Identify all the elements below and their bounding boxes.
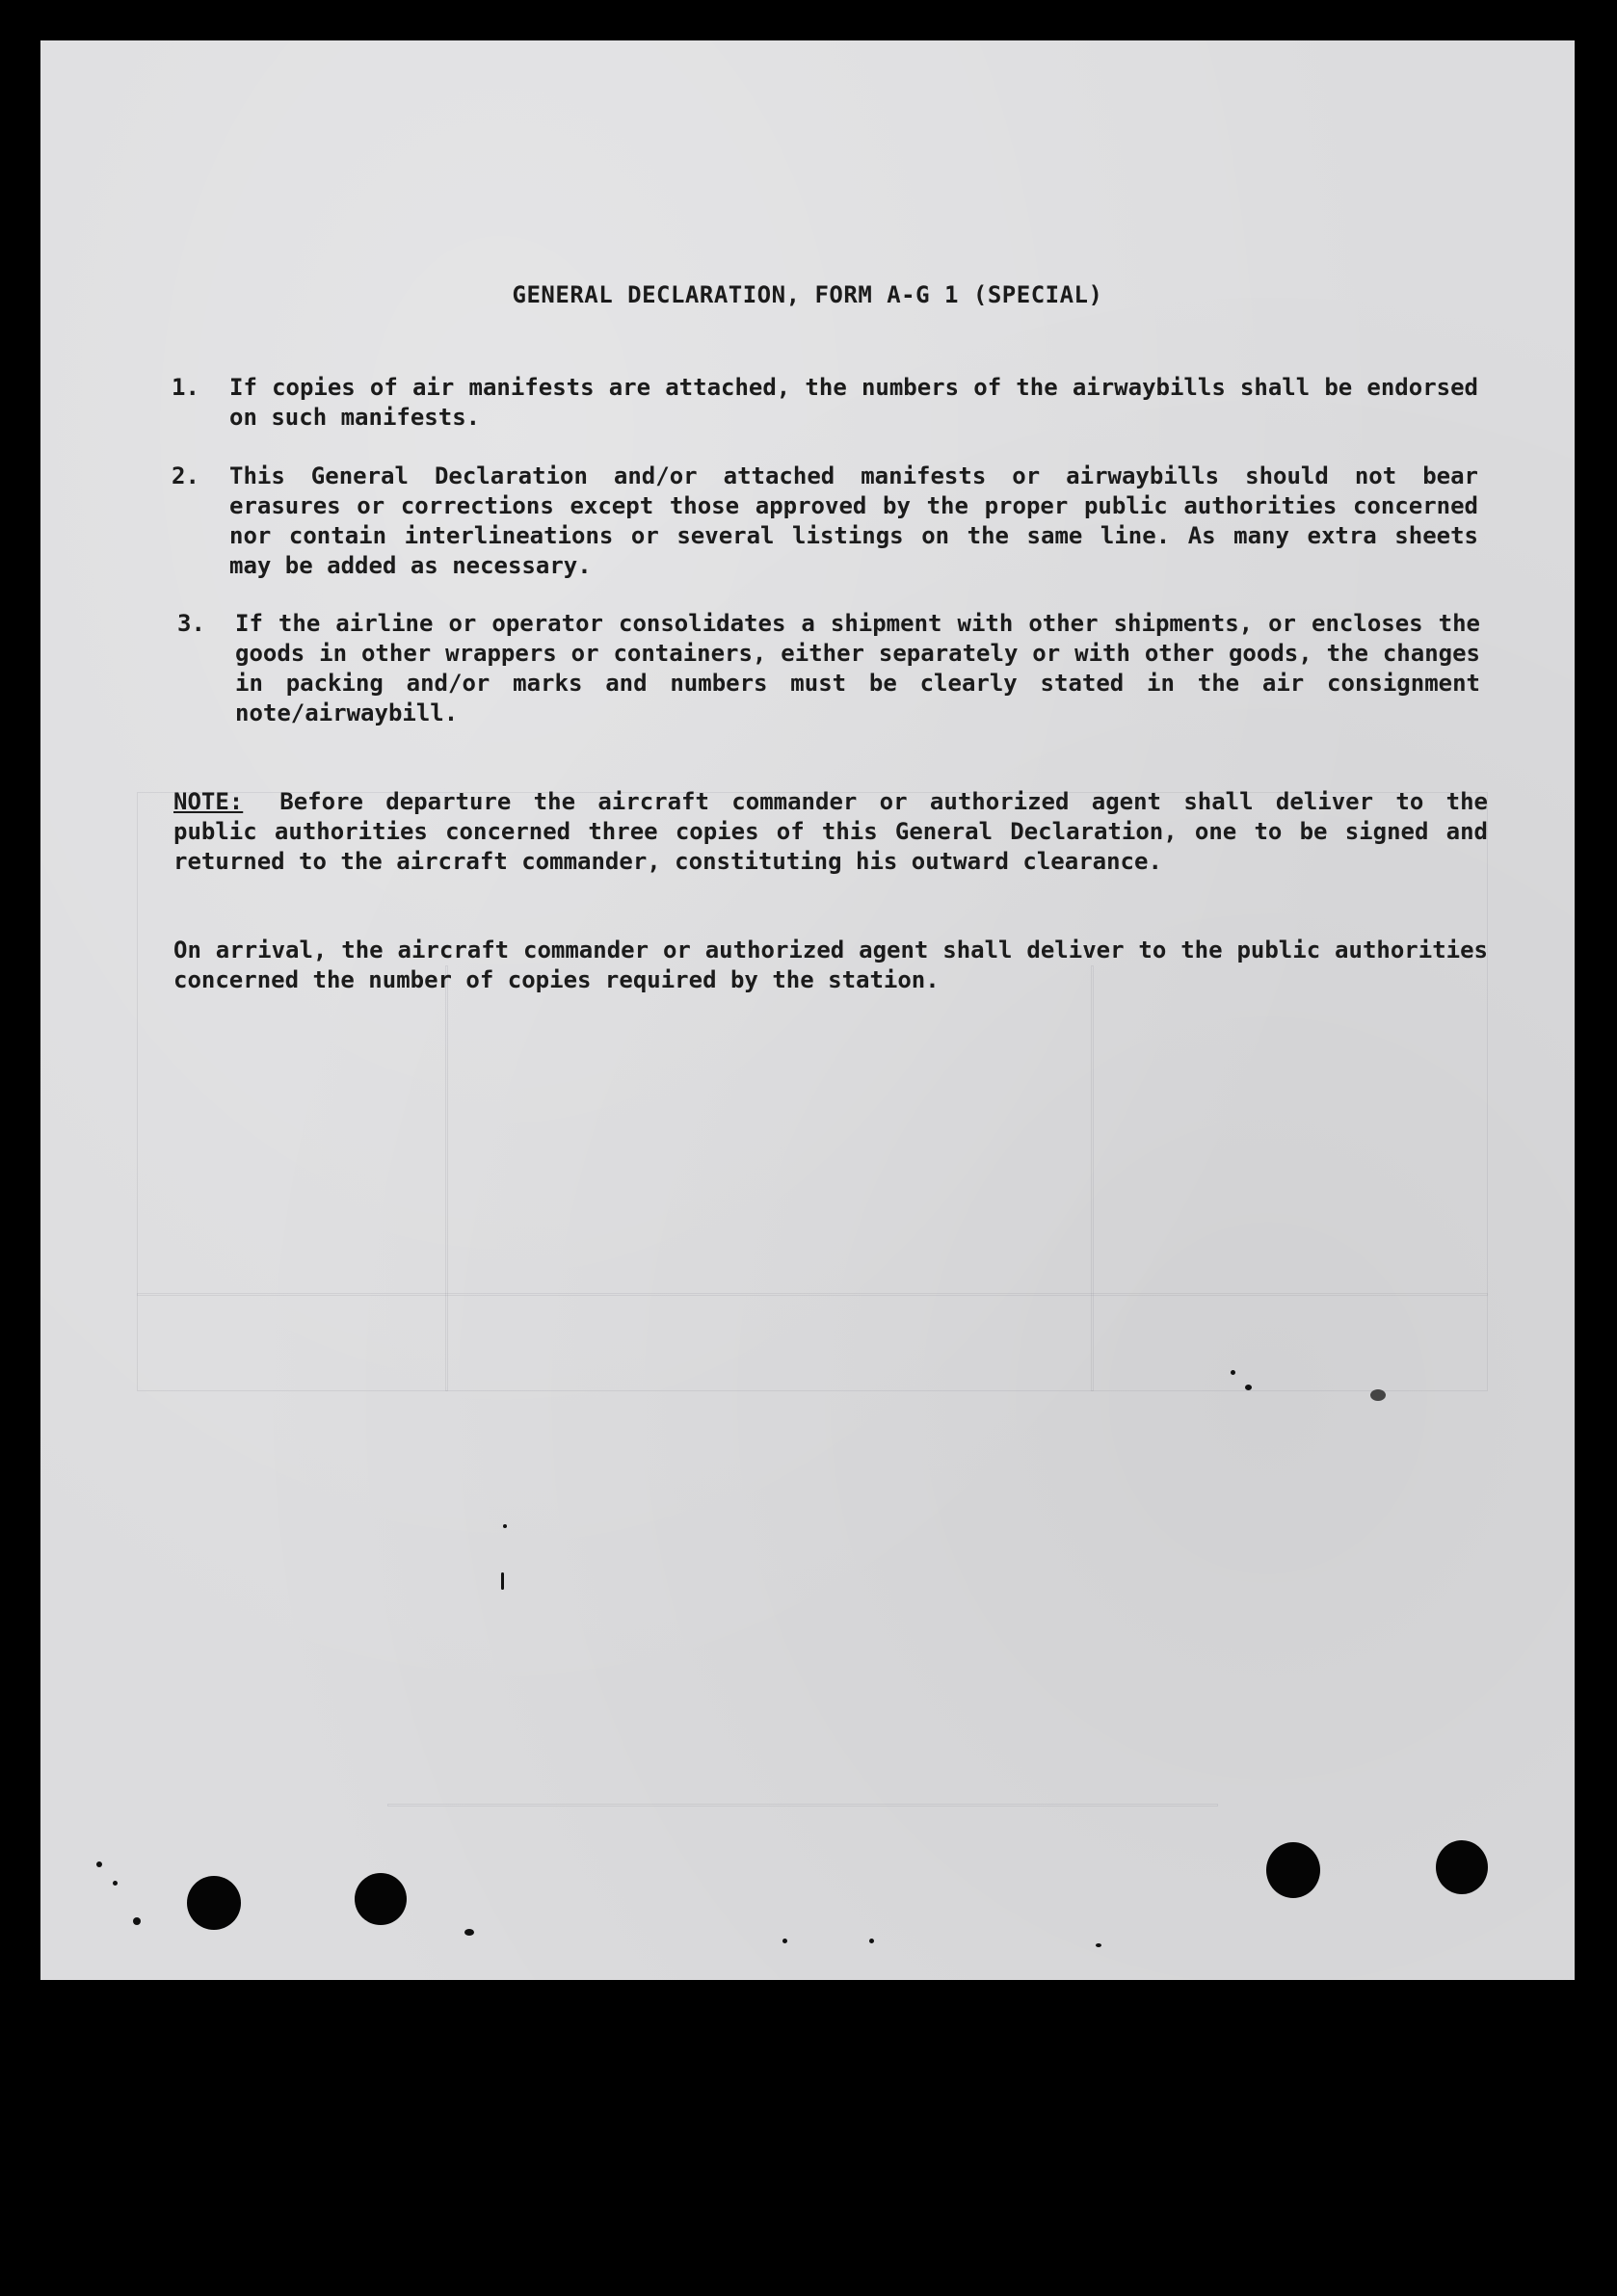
instruction-item-3	[177, 609, 1480, 728]
ink-speck	[782, 1939, 787, 1943]
note-paragraph	[173, 787, 1488, 877]
bleed-through-text	[358, 1775, 1226, 1813]
bleed-through-frame	[137, 792, 1488, 1391]
ink-speck	[113, 1881, 118, 1886]
ink-speck	[503, 1524, 507, 1528]
ink-speck	[464, 1929, 474, 1936]
ink-speck	[133, 1917, 141, 1925]
document-title: GENERAL DECLARATION, FORM A-G 1 (SPECIAL)	[512, 281, 1103, 308]
bleed-through-line	[1091, 965, 1094, 1391]
item-text: This General Declaration and/or attached manifests or airwaybills should not bear erasures or corrections except those approved by the proper public authorities concerned nor contain interlineations or several listings on the same line. As many extra sheets may be added as necessary.	[229, 462, 1478, 579]
item-text: If the airline or operator consolidates a shipment with other shipments, or encloses the goods in other wrappers or containers, either separately or with other goods, the changes in packing and/or marks and numbers must be clearly stated in the air consignment note/airwaybill.	[235, 610, 1480, 726]
bleed-through-line	[137, 1293, 1488, 1296]
ink-speck	[96, 1861, 102, 1867]
ink-speck	[1231, 1370, 1235, 1375]
ink-mark	[501, 1572, 504, 1590]
arrival-paragraph	[173, 936, 1488, 995]
instruction-item-1	[172, 373, 1478, 433]
item-number: 1.	[172, 374, 199, 401]
item-number: 2.	[172, 462, 199, 489]
ink-speck	[1245, 1385, 1252, 1390]
punch-hole	[1436, 1840, 1488, 1894]
punch-hole	[187, 1876, 241, 1930]
ink-smudge	[1370, 1389, 1386, 1401]
punch-hole	[355, 1873, 407, 1925]
instruction-item-2	[172, 462, 1478, 581]
arrival-text: On arrival, the aircraft commander or authorized agent shall deliver to the public authorities concerned the number of copies required by the station.	[173, 937, 1488, 993]
bleed-through-line	[445, 965, 448, 1391]
note-label: NOTE:	[173, 788, 244, 815]
punch-hole	[1266, 1842, 1320, 1898]
item-text: If copies of air manifests are attached, the numbers of the airwaybills shall be endorsed on such manifests.	[229, 374, 1478, 431]
ink-speck	[869, 1939, 874, 1943]
document-page	[40, 40, 1575, 1980]
note-text: Before departure the aircraft commander or authorized agent shall deliver to the public authorities concerned three copies of this General Declaration, one to be signed and returned to the aircraft commander, constituting his outward clearance.	[173, 788, 1488, 875]
ink-speck	[1096, 1943, 1101, 1947]
item-number: 3.	[177, 610, 205, 637]
